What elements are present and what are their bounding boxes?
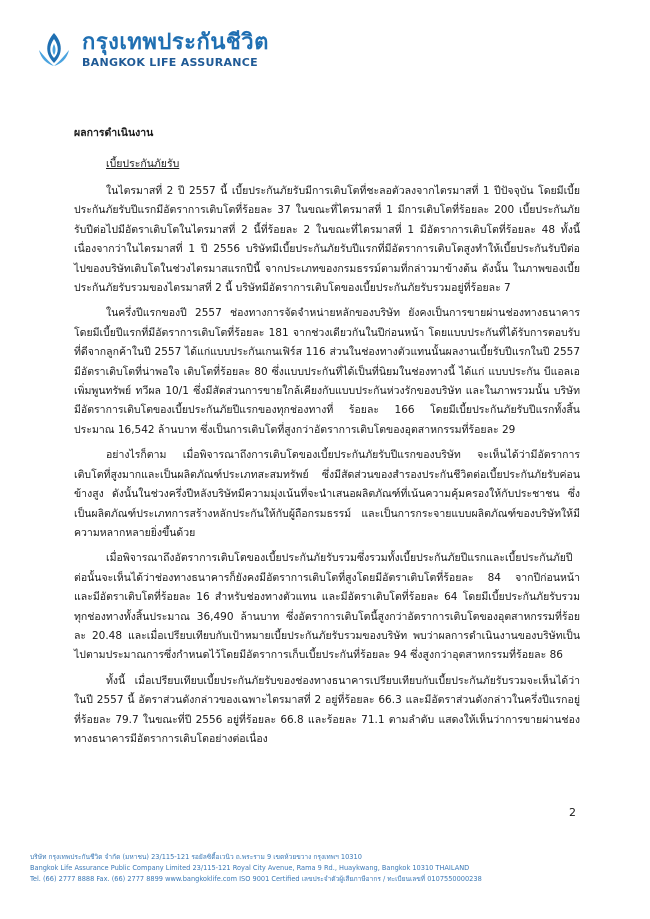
section-subheading: เบี้ยประกันภัยรับ xyxy=(106,158,180,170)
logo-english-name: BANGKOK LIFE ASSURANCE xyxy=(82,56,258,69)
document-body xyxy=(74,124,580,755)
footer-line-contact: Tel. (66) 2777 8888 Fax. (66) 2777 8899 www.bangkoklife.com ISO 9001 Certified เลขประจำตัวผู้เสียภาษีอากร / ทะเบียนเลขที่ 0107550000238 xyxy=(30,875,482,883)
paragraph: ในไตรมาสที่ 2 ปี 2557 นี้ เบี้ยประกันภัยรับมีการเติบโตที่ชะลอตัวลงจากไตรมาสที่ 1 ปีปัจจุบัน โดยมีเบี้ยประกันภัยรับปีแรกมีอัตราการเติบโตที่ร้อยละ 37 ในขณะที่ไตรมาสที่ 1 มีการเติบโตที่ร้อยละ 200 เบี้ยประกันภัยรับปีต่อไปมีอัตราเติบโตในไตรมาสที่ 2 นี้ที่ร้อยละ 2 ในขณะที่ไตรมาสที่ 1 มีอัตราการเติบโตที่ร้อยละ 48 ทั้งนี้ เนื่องจากว่าในไตรมาสที่ 1 ปี 2556 บริษัทมีเบี้ยประกันภัยรับปีแรกที่มีอัตราการเติบโตสูงทำให้เบี้ยประกันรับปีต่อไปของบริษัทเติบโตในช่วงไตรมาสแรกปีนี้ จากประเภทของกรมธรรม์ตามที่กล่าวมาข้างต้น ดังนั้น ในภาพของเบี้ยประกันภัยรับรวมของไตรมาสที่ 2 นี้ บริษัทมีอัตราการเติบโตของเบี้ยประกันภัยรับรวมอยู่ที่ร้อยละ 7 xyxy=(74,185,580,295)
logo-thai-name: กรุงเทพประกันชีวิต xyxy=(82,30,269,55)
footer xyxy=(30,852,630,885)
paragraph: ในครึ่งปีแรกของปี 2557 ช่องทางการจัดจำหน่ายหลักของบริษัท ยังคงเป็นการขายผ่านช่องทางธนาคารโดยมีเบี้ยปีแรกที่มีอัตราการเติบโตที่ร้อยละ 181 จากช่วงเดียวกันในปีก่อนหน้า โดยแบบประกันที่ได้รับการตอบรับที่ดีจากลูกค้าในปี 2557 ได้แก่แบบประกันเกนเฟิร์ส 116 ส่วนในช่องทางตัวแทนนั้นผลงานเบี้ยรับปีแรกในปี 2557 มีอัตราเติบโตที่น่าพอใจ เติบโตที่ร้อยละ 80 ซึ่งแบบประกันที่ได้เป็นที่นิยมในช่องทางนี้ ได้แก่ แบบประกัน บีแอลเอ เพิ่มพูนทรัพย์ ทวีผล 10/1 ซึ่งมีสัดส่วนการขายใกล้เคียงกับแบบประกันห่วงรักของบริษัท และในภาพรวมนั้น บริษัทมีอัตราการเติบโตของเบี้ยประกันภัยปีแรกของทุกช่องทางที่ ร้อยละ 166 โดยมีเบี้ยประกันภัยรับปีแรกทั้งสิ้นประมาณ 16,542 ล้านบาท ซึ่งเป็นการเติบโตที่สูงกว่าอัตราการเติบโตของอุตสาหกรรมที่ร้อยละ 29 xyxy=(74,307,580,436)
lotus-logo-icon xyxy=(34,30,74,70)
footer-line-english-address: Bangkok Life Assurance Public Company Limited 23/115-121 Royal City Avenue, Rama 9 Rd., Huaykwang, Bangkok 10310 THAILAND xyxy=(30,864,470,872)
section-heading: ผลการดำเนินงาน xyxy=(74,127,154,139)
paragraph: ทั้งนี้ เมื่อเปรียบเทียบเบี้ยประกันภัยรับของช่องทางธนาคารเปรียบเทียบกับเบี้ยประกันภัยรับรวมจะเห็นได้ว่าในปี 2557 นี้ อัตราส่วนดังกล่าวของเฉพาะไตรมาสที่ 2 อยู่ที่ร้อยละ 66.3 และมีอัตราส่วนดังกล่าวในครึ่งปีแรกอยู่ที่ร้อยละ 79.7 ในขณะที่ปี 2556 อยู่ที่ร้อยละ 66.8 และร้อยละ 71.1 ตามลำดับ แสดงให้เห็นว่าการขายผ่านช่องทางธนาคารมีอัตราการเติบโตอย่างต่อเนื่อง xyxy=(74,674,580,745)
paragraph: อย่างไรก็ตาม เมื่อพิจารณาถึงการเติบโตของเบี้ยประกันภัยรับปีแรกของบริษัท จะเห็นได้ว่ามีอัตราการเติบโตที่สูงมากและเป็นผลิตภัณฑ์ประเภทสะสมทรัพย์ ซึ่งมีสัดส่วนของสำรองประกันชีวิตต่อเบี้ยประกันภัยรับค่อนข้างสูง ดังนั้นในช่วงครึ่งปีหลังบริษัทมีความมุ่งเน้นที่จะนำเสนอผลิตภัณฑ์ที่เน้นความคุ้มครองให้กับประชาชน ซึ่งเป็นผลิตภัณฑ์ประเภทการสร้างหลักประกันให้กับผู้ถือกรมธรรม์ และเป็นการกระจายแบบผลิตภัณฑ์ของบริษัทให้มีความหลากหลายยิ่งขึ้นด้วย xyxy=(74,449,580,539)
paragraph: เมื่อพิจารณาถึงอัตราการเติบโตของเบี้ยประกันภัยรับรวมซึ่งรวมทั้งเบี้ยประกันภัยปีแรกและเบี้ยประกันภัยปีต่อนั้นจะเห็นได้ว่าช่องทางธนาคารก็ยังคงมีอัตราการเติบโตที่สูงโดยมีอัตราเติบโตที่ร้อยละ 84 จากปีก่อนหน้า และมีอัตราเติบโตที่ร้อยละ 16 สำหรับช่องทางตัวแทน และมีอัตราเติบโตที่ร้อยละ 64 โดยมีเบี้ยประกันภัยรับรวมทุกช่องทางทั้งสิ้นประมาณ 36,490 ล้านบาท ซึ่งอัตราการเติบโตนี้สูงกว่าอัตราการเติบโตของอุตสาหกรรมที่ร้อยละ 20.48 และเมื่อเปรียบเทียบกับเป้าหมายเบี้ยประกันภัยรับรวมของบริษัท พบว่าผลการดำเนินงานของบริษัทเป็นไปตามประมาณการซึ่งกำหนดไว้โดยมีอัตราการเก็บเบี้ยประกันที่ร้อยละ 94 ซึ่งสูงกว่าอุตสาหกรรมที่ร้อยละ 86 xyxy=(74,552,580,662)
company-logo xyxy=(34,30,269,70)
footer-line-thai-address: บริษัท กรุงเทพประกันชีวิต จำกัด (มหาชน) 23/115-121 รอยัลซิตี้อเวนิว ถ.พระราม 9 เขตห้วยขวาง กรุงเทพฯ 10310 xyxy=(30,853,362,861)
page-number: 2 xyxy=(569,806,576,819)
